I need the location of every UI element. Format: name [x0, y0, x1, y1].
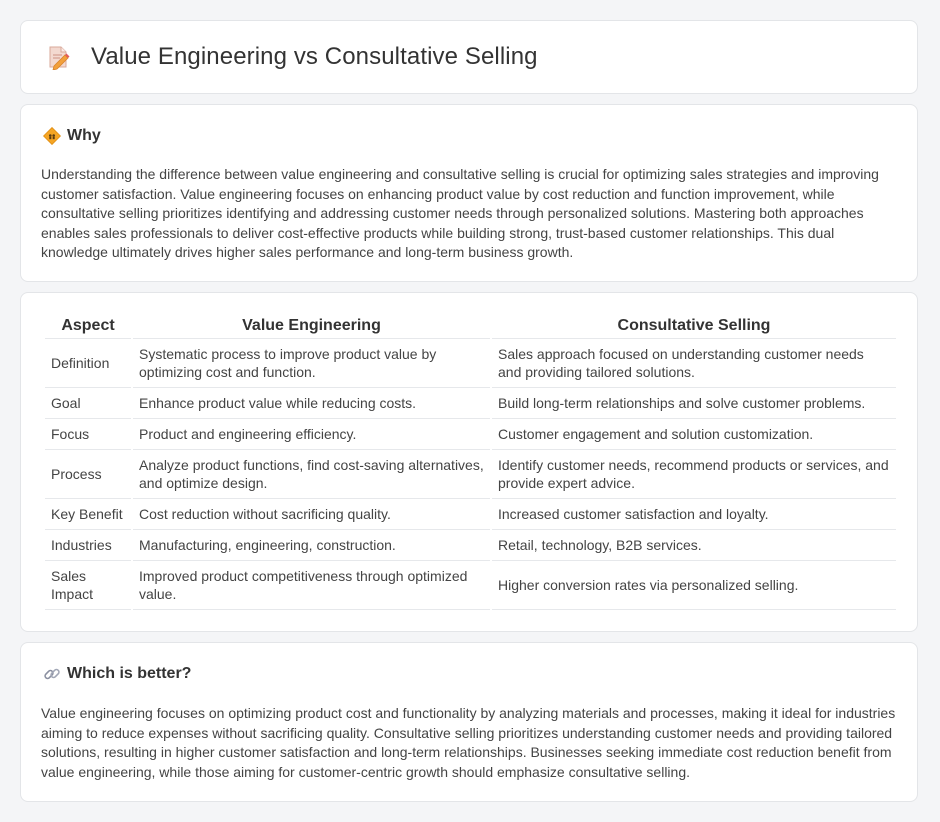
- row-aspect: Process: [45, 450, 131, 499]
- row-aspect: Focus: [45, 419, 131, 450]
- row-consultative-selling: Identify customer needs, recommend products or services, and provide expert advice.: [492, 450, 896, 499]
- table-row: [45, 499, 896, 530]
- why-text: Understanding the difference between value engineering and consultative selling is crucial for optimizing sales strategies and improving customer satisfaction. Value engineering focuses on enhancing product value by cost reduction and function improvement, while consultative selling prioritizes identifying and addressing customer needs through personalized solutions. Mastering both approaches enables sales professionals to deliver cost-effective products while building strong, trust-based customer relationships. This dual knowledge ultimately drives higher sales performance and long-term business growth.: [41, 166, 879, 260]
- page-title: Value Engineering vs Consultative Selling: [91, 43, 538, 70]
- table-row: [45, 419, 896, 450]
- row-value-engineering: Systematic process to improve product value by optimizing cost and function.: [133, 339, 490, 388]
- row-value-engineering: Product and engineering efficiency.: [133, 419, 490, 450]
- table-row: [45, 339, 896, 388]
- table-header-row: [45, 315, 896, 339]
- header-consultative-selling: Consultative Selling: [492, 315, 896, 339]
- comparison-table: [43, 315, 898, 610]
- row-consultative-selling: Sales approach focused on understanding customer needs and providing tailored solutions.: [492, 339, 896, 388]
- table-row: [45, 388, 896, 419]
- comparison-section: [20, 292, 918, 632]
- table-row: [45, 530, 896, 561]
- row-aspect: Industries: [45, 530, 131, 561]
- better-text: Value engineering focuses on optimizing product cost and functionality by analyzing materials and processes, making it ideal for industries aiming to reduce expenses without sacrificing quality. Consultative selling prioritizes understanding customer needs and providing tailored solutions, resulting in higher customer satisfaction and long-term relationships. Businesses seeking immediate cost reduction benefit from value engineering, while those aiming for customer-centric growth should emphasize consultative selling.: [41, 705, 896, 780]
- row-value-engineering: Enhance product value while reducing costs.: [133, 388, 490, 419]
- row-value-engineering: Cost reduction without sacrificing quality.: [133, 499, 490, 530]
- row-consultative-selling: Increased customer satisfaction and loyalty.: [492, 499, 896, 530]
- row-aspect: Sales Impact: [45, 561, 131, 610]
- why-heading: Why: [67, 127, 101, 144]
- better-heading: Which is better?: [67, 665, 192, 682]
- header-value-engineering: Value Engineering: [133, 315, 490, 339]
- row-value-engineering: Analyze product functions, find cost-saving alternatives, and optimize design.: [133, 450, 490, 499]
- which-is-better-section: [20, 642, 918, 802]
- row-value-engineering: Manufacturing, engineering, construction.: [133, 530, 490, 561]
- row-consultative-selling: Higher conversion rates via personalized selling.: [492, 561, 896, 610]
- row-aspect: Key Benefit: [45, 499, 131, 530]
- title-card: [20, 20, 918, 94]
- row-aspect: Definition: [45, 339, 131, 388]
- table-row: [45, 561, 896, 610]
- row-value-engineering: Improved product competitiveness through optimized value.: [133, 561, 490, 610]
- row-consultative-selling: Build long-term relationships and solve customer problems.: [492, 388, 896, 419]
- why-section: [20, 104, 918, 282]
- row-consultative-selling: Retail, technology, B2B services.: [492, 530, 896, 561]
- header-aspect: Aspect: [45, 315, 131, 339]
- document-pencil-icon: [45, 44, 71, 70]
- link-icon: [43, 665, 61, 683]
- diamond-sign-icon: [43, 127, 61, 145]
- table-row: [45, 450, 896, 499]
- row-consultative-selling: Customer engagement and solution customization.: [492, 419, 896, 450]
- row-aspect: Goal: [45, 388, 131, 419]
